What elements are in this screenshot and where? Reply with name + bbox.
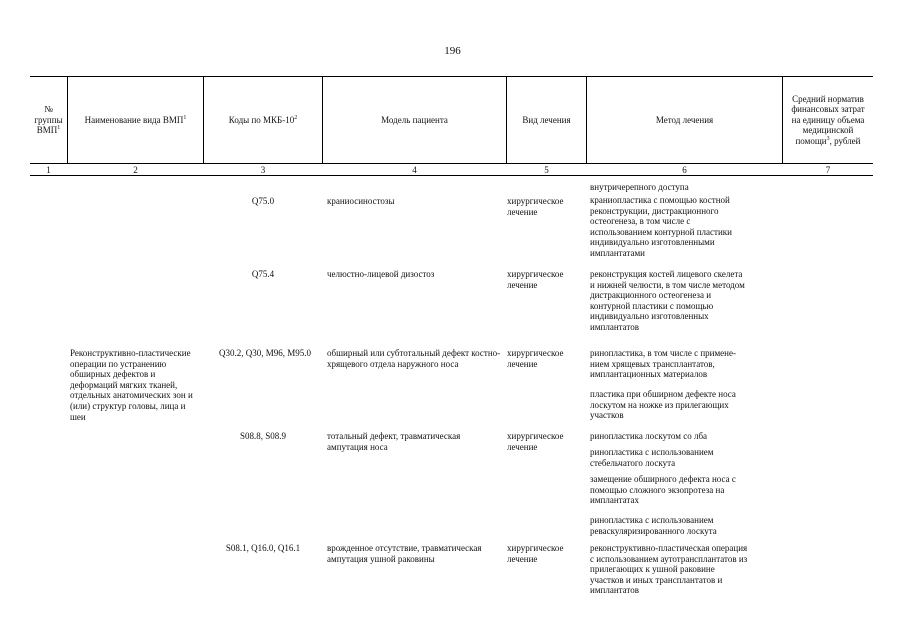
header-treatment-type: Вид лечения [522, 114, 571, 125]
column-number-3: 3 [260, 165, 266, 175]
treatment-type-cell: хирургическое лечение [507, 269, 564, 290]
column-number-2: 2 [133, 165, 138, 175]
treatment-method-cell: реконструкция костей лицевого скелета и нижней челюсти, в том числе методом дистракционного остеогенеза и контурной пластики с помощью индивидуально изготовленных имплантатов [590, 269, 745, 332]
treatment-method-cell: ринопластика с использованием стебельчатого лоскута [590, 447, 714, 468]
column-number-7: 7 [825, 165, 831, 175]
header-group-number: № группы ВМП$^1$ [34, 104, 63, 136]
patient-model-cell: врожденное отсутствие, травматическая ампутация ушной раковины [327, 543, 482, 564]
header-vmp-name: Наименование вида ВМП$^1$ [84, 114, 187, 125]
vmp-name-cell: Реконструктивно-пластические операции по устранению обширных дефектов и деформаций мягких тканей, отдельных анатомических зон и (или) структур головы, лица и шеи [70, 348, 193, 422]
icd-code-cell: S08.8, S08.9 [239, 431, 286, 441]
treatment-method-cell: краниопластика с помощью костной реконструкции, дистракционного остеогенеза, в том числе с использованием контурной пластики индивидуально изготовленными имплантатами [590, 195, 732, 258]
header-average-cost: Средний норматив финансовых затрат на единицу объема медицинской помощи$^3$, рублей [791, 93, 865, 146]
header-bottom-rule [30, 163, 873, 164]
icd-code-cell: Q75.0 [251, 196, 275, 206]
treatment-type-cell: хирургическое лечение [507, 196, 564, 217]
column-number-4: 4 [412, 165, 417, 175]
method-continuation: внутричерепного доступа [590, 182, 689, 192]
treatment-method-cell: реконструктивно-пластическая операция с использованием аутотрансплантатов из прилегающих к ушной раковине участков и иных трансплантатов и имплантатов [590, 543, 748, 596]
treatment-method-cell: ринопластика лоскутом со лба [590, 431, 708, 441]
treatment-type-cell: хирургическое лечение [507, 431, 564, 452]
column-number-5: 5 [544, 165, 549, 175]
icd-code-cell: S08.1, Q16.0, Q16.1 [225, 543, 301, 553]
patient-model-cell: челюстно-лицевой дизостоз [327, 269, 435, 279]
treatment-type-cell: хирургическое лечение [507, 348, 564, 369]
treatment-method-cell: ринопластика, в том числе с примене- нием хрящевых трансплантатов, имплантационных материалов [590, 348, 736, 380]
page-number: 196 [444, 45, 461, 57]
treatment-method-cell: замещение обширного дефекта носа с помощью сложного экзопротеза на имплантатах [590, 474, 736, 506]
header-treatment-method: Метод лечения [655, 114, 714, 125]
header-divider-6 [782, 76, 783, 164]
icd-code-cell: Q75.4 [251, 269, 275, 279]
treatment-type-cell: хирургическое лечение [507, 543, 564, 564]
treatment-method-cell: ринопластика с использованием реваскуляризированного лоскута [590, 515, 717, 536]
header-icd-codes: Коды по МКБ-$10^2$ [228, 114, 298, 125]
column-number-1: 1 [46, 165, 51, 175]
patient-model-cell: обширный или субтотальный дефект костно-хрящевого отдела наружного носа [327, 348, 501, 369]
patient-model-cell: краниосиностозы [327, 196, 395, 206]
column-number-6: 6 [682, 165, 687, 175]
patient-model-cell: тотальный дефект, травматическая ампутация носа [327, 431, 461, 452]
icd-code-cell: Q30.2, Q30, M96, M95.0 [218, 348, 311, 358]
header-patient-model: Модель пациента [381, 114, 448, 125]
treatment-method-cell: пластика при обширном дефекте носа лоскутом на ножке из прилегающих участков [590, 389, 736, 421]
